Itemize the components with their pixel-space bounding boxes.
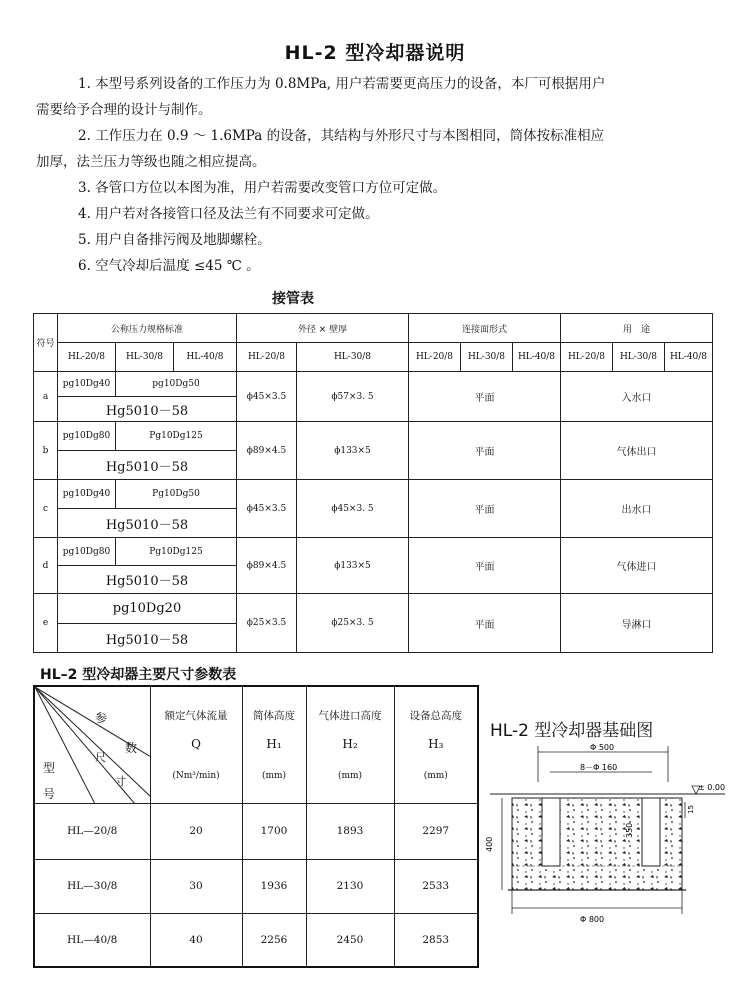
hg-cell: Hg5010－58	[58, 451, 237, 480]
face-cell: 平面	[409, 480, 561, 538]
corner-xing: 型	[43, 761, 56, 775]
label-phi800: Φ 800	[580, 915, 605, 924]
row-symbol: e	[34, 594, 58, 653]
note-6: 6. 空气冷却后温度 ≤45 ℃ 。	[78, 258, 260, 274]
value-cell: 2130	[306, 859, 394, 913]
table-row	[34, 913, 478, 967]
std-cell: pg10Dg20	[58, 594, 237, 624]
hdr-od-model: HL-30/8	[297, 343, 409, 372]
value-cell: 2533	[394, 859, 478, 913]
od-cell: ϕ89×4.5	[237, 538, 297, 594]
col-unit: (mm)	[261, 771, 287, 782]
std-cell: pg10Dg50	[116, 372, 237, 397]
col-name: 设备总高度	[409, 710, 462, 723]
corner-can: 参	[95, 711, 108, 725]
value-cell: 2450	[306, 913, 394, 967]
table-row	[34, 859, 478, 913]
hdr-use: 用 途	[561, 314, 713, 343]
col-h2-header	[306, 686, 394, 803]
value-cell: 2853	[394, 913, 478, 967]
od-cell: ϕ133×5	[297, 422, 409, 480]
use-cell: 出水口	[561, 480, 713, 538]
hdr-face-model: HL-30/8	[461, 343, 513, 372]
col-q-header	[150, 686, 242, 803]
hdr-od: 外径 × 壁厚	[237, 314, 409, 343]
dimension-table	[33, 685, 479, 968]
hdr-std-model: HL-30/8	[116, 343, 174, 372]
col-unit: (Nm³/min)	[172, 771, 220, 782]
col-sym: H₂	[342, 737, 358, 752]
foundation-diagram	[480, 742, 745, 952]
od-cell: ϕ45×3.5	[237, 372, 297, 422]
hdr-use-model: HL-20/8	[561, 343, 613, 372]
label-depth: 400	[485, 836, 494, 852]
bolt-hole-right	[642, 798, 660, 866]
row-symbol: c	[34, 480, 58, 538]
label-side: 15	[687, 805, 695, 814]
row-symbol: a	[34, 372, 58, 422]
hdr-face-model: HL-40/8	[513, 343, 561, 372]
hdr-face-model: HL-20/8	[409, 343, 461, 372]
hdr-od-model: HL-20/8	[237, 343, 297, 372]
note-2: 2. 工作压力在 0.9 ～ 1.6MPa 的设备，其结构与外形尺寸与本图相同，筒体按标准相应	[78, 128, 605, 144]
value-cell: 40	[150, 913, 242, 967]
foundation-title: HL-2 型冷却器基础图	[490, 721, 654, 741]
use-cell: 入水口	[561, 372, 713, 422]
row-symbol: d	[34, 538, 58, 594]
use-cell: 气体进口	[561, 538, 713, 594]
hdr-std: 公称压力规格标准	[58, 314, 237, 343]
hdr-face: 连接面形式	[409, 314, 561, 343]
hdr-std-model: HL-40/8	[174, 343, 237, 372]
face-cell: 平面	[409, 422, 561, 480]
col-unit: (mm)	[423, 771, 448, 782]
label-level: ± 0.00	[698, 783, 726, 792]
col-unit: (mm)	[337, 771, 363, 782]
od-cell: ϕ45×3.5	[237, 480, 297, 538]
hg-cell: Hg5010－58	[58, 397, 237, 422]
value-cell: 1893	[306, 803, 394, 859]
page-title: HL-2 型冷却器说明	[284, 42, 466, 64]
od-cell: ϕ57×3. 5	[297, 372, 409, 422]
note-5: 5. 用户自备排污阀及地脚螺栓。	[78, 232, 271, 248]
std-cell: Pg10Dg125	[116, 422, 237, 451]
face-cell: 平面	[409, 372, 561, 422]
value-cell: 1700	[242, 803, 306, 859]
std-cell: Pg10Dg125	[116, 538, 237, 566]
col-h3-header	[394, 686, 478, 803]
corner-shu: 数	[125, 741, 138, 755]
od-cell: ϕ25×3. 5	[297, 594, 409, 653]
note-3: 3. 各管口方位以本图为准，用户若需要改变管口方位可定做。	[78, 180, 447, 196]
std-cell: Pg10Dg50	[116, 480, 237, 509]
corner-cell	[34, 686, 150, 803]
value-cell: 20	[150, 803, 242, 859]
value-cell: 2297	[394, 803, 478, 859]
face-cell: 平面	[409, 538, 561, 594]
od-cell: ϕ89×4.5	[237, 422, 297, 480]
note-2-cont: 加厚，法兰压力等级也随之相应提高。	[36, 154, 266, 170]
hdr-use-model: HL-40/8	[665, 343, 713, 372]
std-cell: pg10Dg80	[58, 422, 116, 451]
corner-chi: 尺	[95, 751, 106, 764]
col-name: 额定气体流量	[164, 710, 228, 723]
std-cell: pg10Dg80	[58, 538, 116, 566]
col-name: 简体高度	[253, 710, 295, 723]
hdr-std-model: HL-20/8	[58, 343, 116, 372]
use-cell: 导淋口	[561, 594, 713, 653]
corner-cun: 寸	[115, 775, 126, 788]
od-cell: ϕ133×5	[297, 538, 409, 594]
label-phi500: Φ 500	[590, 743, 615, 752]
col-name: 气体进口高度	[318, 710, 382, 723]
note-1-cont: 需要给予合理的设计与制作。	[36, 102, 212, 118]
value-cell: 2256	[242, 913, 306, 967]
pipe-table-title: 接管表	[272, 291, 314, 307]
dim-table-title: HL–2 型冷却器主要尺寸参数表	[40, 667, 237, 683]
model-cell: HL—30/8	[34, 859, 150, 913]
note-1: 1. 本型号系列设备的工作压力为 0.8MPa, 用户若需要更高压力的设备，本厂可根据用户	[78, 76, 606, 92]
col-sym: H₃	[428, 737, 444, 752]
std-cell: pg10Dg40	[58, 480, 116, 509]
col-sym: Q	[191, 737, 201, 752]
label-inner: 350	[625, 822, 634, 838]
col-sym: H₁	[266, 737, 282, 752]
model-cell: HL—40/8	[34, 913, 150, 967]
hg-cell: Hg5010－58	[58, 566, 237, 594]
col-h1-header	[242, 686, 306, 803]
hdr-use-model: HL-30/8	[613, 343, 665, 372]
table-row	[34, 803, 478, 859]
label-bolt: 8－Φ 160	[580, 763, 618, 772]
hg-cell: Hg5010－58	[58, 624, 237, 653]
corner-hao: 号	[43, 787, 56, 801]
value-cell: 1936	[242, 859, 306, 913]
hg-cell: Hg5010－58	[58, 509, 237, 538]
face-cell: 平面	[409, 594, 561, 653]
use-cell: 气体出口	[561, 422, 713, 480]
bolt-hole-left	[542, 798, 560, 866]
pipe-table	[33, 313, 713, 653]
od-cell: ϕ25×3.5	[237, 594, 297, 653]
note-4: 4. 用户若对各接管口径及法兰有不同要求可定做。	[78, 206, 379, 222]
std-cell: pg10Dg40	[58, 372, 116, 397]
hdr-symbol: 符号	[34, 314, 58, 372]
value-cell: 30	[150, 859, 242, 913]
od-cell: ϕ45×3. 5	[297, 480, 409, 538]
row-symbol: b	[34, 422, 58, 480]
model-cell: HL—20/8	[34, 803, 150, 859]
